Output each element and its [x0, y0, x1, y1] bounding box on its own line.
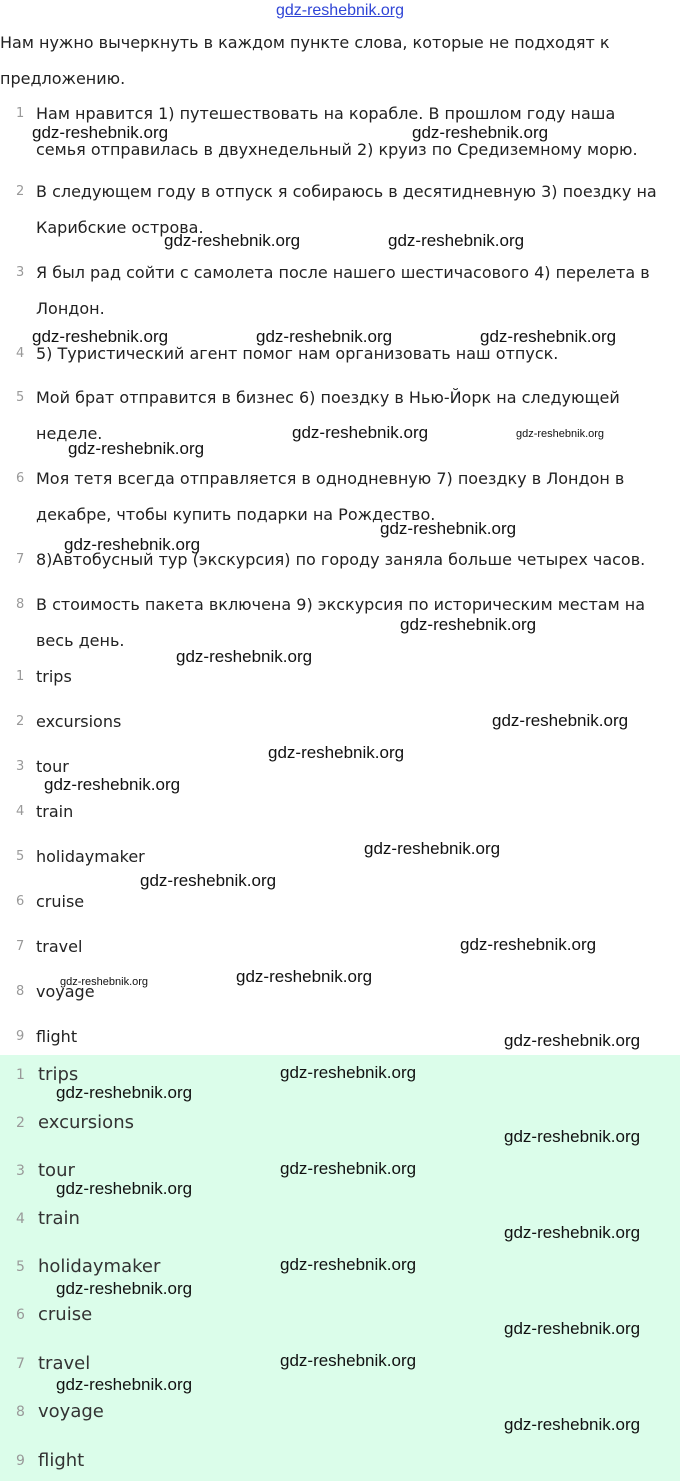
- sentence-text: Моя тетя всегда отправляется в однодневную 7) поездку в Лондон в декабре, чтобы купить подарки на Рождество.: [36, 469, 625, 524]
- word-text: holidaymaker: [36, 847, 145, 866]
- item-number: 4: [16, 804, 25, 819]
- watermark: gdz-reshebnik.org: [56, 1375, 193, 1394]
- watermark: gdz-reshebnik.org: [504, 1319, 641, 1338]
- watermark: gdz-reshebnik.org: [504, 1031, 641, 1050]
- item-number: 3: [16, 265, 25, 280]
- item-number: 1: [16, 669, 25, 684]
- watermark: gdz-reshebnik.org: [400, 615, 537, 634]
- answer-text: trips: [38, 1064, 79, 1085]
- watermark: gdz-reshebnik.org: [280, 1351, 417, 1370]
- watermark: gdz-reshebnik.org: [364, 839, 501, 858]
- answer-text: tour: [38, 1160, 75, 1181]
- watermark: gdz-reshebnik.org: [56, 1083, 193, 1102]
- item-number: 6: [16, 894, 25, 909]
- item-number: 1: [16, 1067, 25, 1083]
- sentence-text: В стоимость пакета включена 9) экскурсия по историческим местам на весь день.: [36, 595, 645, 650]
- word-text: trips: [36, 667, 72, 686]
- watermark: gdz-reshebnik.org: [504, 1127, 641, 1146]
- watermark: gdz-reshebnik.org: [256, 327, 393, 346]
- word-text: cruise: [36, 892, 85, 911]
- word-text: excursions: [36, 712, 122, 731]
- watermark: gdz-reshebnik.org: [516, 428, 605, 440]
- watermark: gdz-reshebnik.org: [56, 1279, 193, 1298]
- sentence-text: 5) Туристический агент помог нам организовать наш отпуск.: [36, 344, 559, 363]
- word-text: travel: [36, 937, 83, 956]
- watermark: gdz-reshebnik.org: [32, 123, 169, 142]
- item-number: 7: [16, 1356, 25, 1372]
- word-text: flight: [36, 1027, 78, 1046]
- answer-text: train: [38, 1208, 80, 1229]
- watermark: gdz-reshebnik.org: [44, 775, 181, 794]
- word-text: train: [36, 802, 74, 821]
- watermark: gdz-reshebnik.org: [164, 231, 301, 250]
- answer-text: flight: [38, 1450, 85, 1471]
- watermark: gdz-reshebnik.org: [480, 327, 617, 346]
- word-text: voyage: [36, 982, 95, 1001]
- item-number: 7: [16, 939, 25, 954]
- item-number: 5: [16, 390, 25, 405]
- item-number: 2: [16, 1115, 25, 1131]
- item-number: 4: [16, 346, 25, 361]
- watermark: gdz-reshebnik.org: [68, 439, 205, 458]
- sentence-text: В следующем году в отпуск я собираюсь в десятидневную 3) поездку на Карибские острова.: [36, 182, 657, 237]
- watermark: gdz-reshebnik.org: [280, 1159, 417, 1178]
- watermark: gdz-reshebnik.org: [176, 647, 313, 666]
- watermark: gdz-reshebnik.org: [460, 935, 597, 954]
- item-number: 9: [16, 1453, 25, 1469]
- watermark: gdz-reshebnik.org: [56, 1179, 193, 1198]
- watermark: gdz-reshebnik.org: [60, 976, 149, 988]
- watermark: gdz-reshebnik.org: [280, 1063, 417, 1082]
- item-number: 5: [16, 1259, 25, 1275]
- item-number: 2: [16, 184, 25, 199]
- sentence-text: Я был рад сойти с самолета после нашего шестичасового 4) перелета в Лондон.: [36, 263, 650, 318]
- watermark: gdz-reshebnik.org: [504, 1415, 641, 1434]
- item-number: 9: [16, 1029, 25, 1044]
- item-number: 3: [16, 1163, 25, 1179]
- item-number: 3: [16, 759, 25, 774]
- watermark: gdz-reshebnik.org: [492, 711, 629, 730]
- item-number: 8: [16, 984, 25, 999]
- site-link[interactable]: gdz-reshebnik.org: [275, 2, 405, 19]
- sentence-text: Мой брат отправится в бизнес 6) поездку в Нью-Йорк на следующей неделе.: [36, 388, 620, 443]
- watermark: gdz-reshebnik.org: [388, 231, 525, 250]
- answer-text: travel: [38, 1353, 91, 1374]
- watermark: gdz-reshebnik.org: [64, 535, 201, 554]
- watermark: gdz-reshebnik.org: [268, 743, 405, 762]
- watermark: gdz-reshebnik.org: [504, 1223, 641, 1242]
- item-number: 8: [16, 597, 25, 612]
- watermark: gdz-reshebnik.org: [380, 519, 517, 538]
- answer-text: cruise: [38, 1304, 93, 1325]
- item-number: 8: [16, 1404, 25, 1420]
- watermark: gdz-reshebnik.org: [140, 871, 277, 890]
- item-number: 6: [16, 471, 25, 486]
- intro-text: Нам нужно вычеркнуть в каждом пункте слова, которые не подходят к предложению.: [0, 33, 610, 88]
- item-number: 2: [16, 714, 25, 729]
- item-number: 5: [16, 849, 25, 864]
- sentence-text: 8)Автобусный тур (экскурсия) по городу заняла больше четырех часов.: [36, 550, 646, 569]
- sentence-text: Нам нравится 1) путешествовать на корабле. В прошлом году наша семья отправилась в двухнедельный 2) круиз по Средиземному морю.: [36, 104, 638, 159]
- item-number: 7: [16, 552, 25, 567]
- answer-text: excursions: [38, 1112, 134, 1133]
- answer-item: [0, 1446, 680, 1476]
- watermark: gdz-reshebnik.org: [292, 423, 429, 442]
- answer-text: holidaymaker: [38, 1256, 161, 1277]
- word-text: tour: [36, 757, 69, 776]
- watermark: gdz-reshebnik.org: [32, 327, 169, 346]
- watermark: gdz-reshebnik.org: [236, 967, 373, 986]
- item-number: 1: [16, 106, 25, 121]
- watermark: gdz-reshebnik.org: [280, 1255, 417, 1274]
- item-number: 4: [16, 1211, 25, 1227]
- answer-text: voyage: [38, 1401, 104, 1422]
- item-number: 6: [16, 1307, 25, 1323]
- watermark: gdz-reshebnik.org: [412, 123, 549, 142]
